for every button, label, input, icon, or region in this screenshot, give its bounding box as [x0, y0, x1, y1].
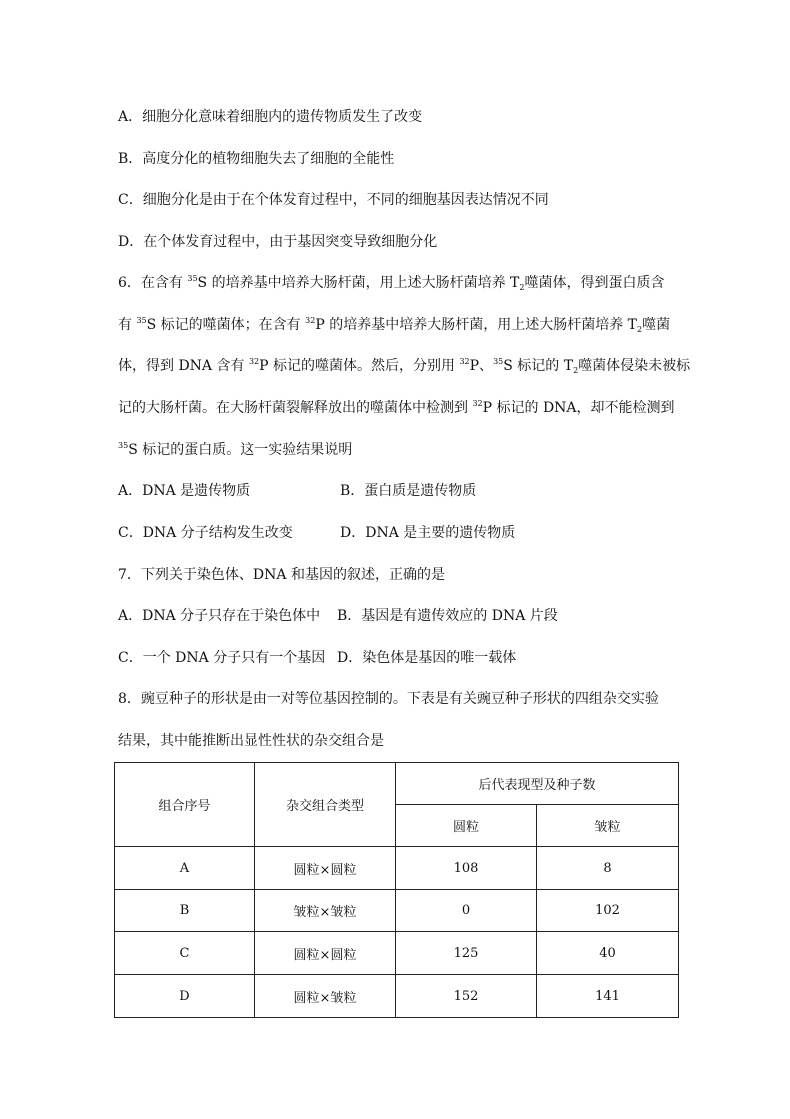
row-wrinkled-count: 102: [537, 890, 679, 932]
q8-stem-line-2: 结果，其中能推断出显性性状的杂交组合是: [118, 733, 384, 749]
q7-option-a: A．DNA 分子只存在于染色体中: [118, 608, 321, 624]
q7-option-d: D．染色体是基因的唯一载体: [337, 650, 517, 666]
q7-stem: 7．下列关于染色体、DNA 和基因的叙述，正确的是: [118, 567, 445, 583]
row-cross-type: 皱粒×皱粒: [255, 890, 396, 932]
row-group-id: B: [115, 890, 255, 932]
row-round-count: 108: [396, 847, 537, 890]
row-cross-type: 圆粒×皱粒: [255, 975, 396, 1018]
q5-option-d: D．在个体发育过程中，由于基因突变导致细胞分化: [118, 234, 438, 250]
row-cross-type: 圆粒×圆粒: [255, 932, 396, 975]
q6-stem-line-2: 有 $^{35}$S 标记的噬菌体；在含有 $^{32}$P 的培养基中培养大肠杆菌，用上述大肠杆菌培养 $T_2$噬菌: [118, 316, 671, 334]
q6-stem-line-3: 体，得到 DNA 含有 $^{32}$P 标记的噬菌体。然后，分别用 $^{32}$P、$^{35}$S 标记的 $T_2$噬菌体侵染未被标: [118, 357, 691, 375]
header-cross-type: 杂交组合类型: [255, 763, 396, 847]
row-round-count: 0: [396, 890, 537, 932]
q7-option-b: B．基因是有遗传效应的 DNA 片段: [337, 608, 558, 624]
q5-option-b: B．高度分化的植物细胞失去了细胞的全能性: [118, 151, 395, 167]
header-offspring: 后代表现型及种子数: [396, 763, 679, 805]
q5-option-c: C．细胞分化是由于在个体发育过程中，不同的细胞基因表达情况不同: [118, 192, 549, 208]
table-row: [115, 890, 679, 932]
row-wrinkled-count: 40: [537, 932, 679, 975]
row-group-id: D: [115, 975, 255, 1018]
q6-stem-line-5: $^{35}$S 标记的蛋白质。这一实验结果说明: [118, 441, 353, 458]
q5-option-a: A．细胞分化意味着细胞内的遗传物质发生了改变: [118, 109, 423, 125]
table-row: [115, 975, 679, 1018]
q6-stem-line-1: 6．在含有 $^{35}$S 的培养基中培养大肠杆菌，用上述大肠杆菌培养 $T_2$噬菌体，得到蛋白质含: [118, 274, 665, 292]
row-group-id: A: [115, 847, 255, 890]
q6-option-a: A．DNA 是遗传物质: [118, 483, 251, 499]
q6-option-d: D．DNA 是主要的遗传物质: [340, 525, 516, 541]
row-cross-type: 圆粒×圆粒: [255, 847, 396, 890]
row-round-count: 152: [396, 975, 537, 1018]
header-group-number: 组合序号: [115, 763, 255, 847]
q6-option-c: C．DNA 分子结构发生改变: [118, 525, 293, 541]
table-row: [115, 847, 679, 890]
row-round-count: 125: [396, 932, 537, 975]
header-round: 圆粒: [396, 805, 537, 847]
q6-option-b: B．蛋白质是遗传物质: [340, 483, 477, 499]
q8-stem-line-1: 8．豌豆种子的形状是由一对等位基因控制的。下表是有关豌豆种子形状的四组杂交实验: [118, 691, 659, 707]
row-wrinkled-count: 8: [537, 847, 679, 890]
q6-stem-line-4: 记的大肠杆菌。在大肠杆菌裂解释放出的噬菌体中检测到 $^{32}$P 标记的 DNA，却不能检测到: [118, 399, 675, 416]
q7-option-c: C．一个 DNA 分子只有一个基因: [118, 650, 326, 666]
row-group-id: C: [115, 932, 255, 975]
table-row: [115, 932, 679, 975]
row-wrinkled-count: 141: [537, 975, 679, 1018]
header-wrinkled: 皱粒: [537, 805, 679, 847]
cross-results-table: [114, 762, 679, 1018]
